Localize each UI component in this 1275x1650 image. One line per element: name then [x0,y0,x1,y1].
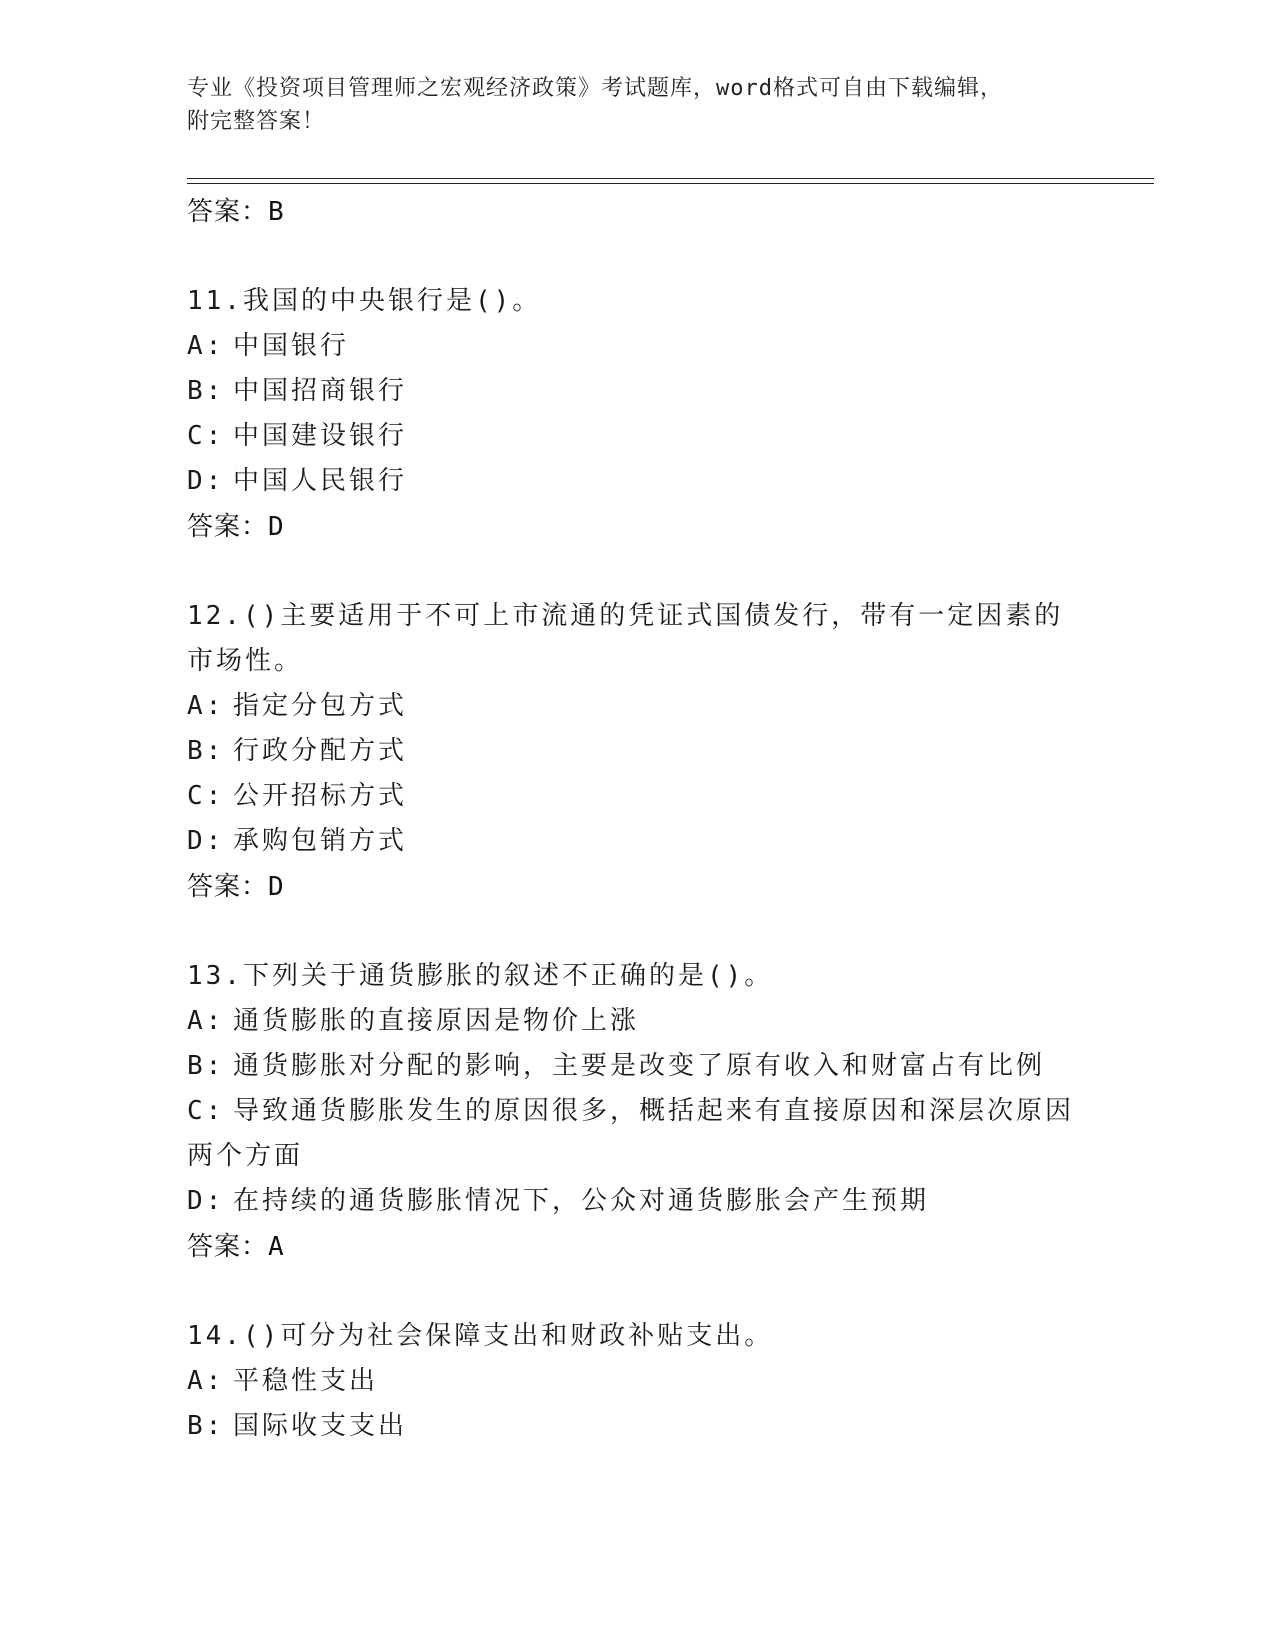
option-text: 中国银行 [233,331,350,361]
header-line-1: 专业《投资项目管理师之宏观经济政策》考试题库，word格式可自由下载编辑， [187,76,1003,101]
header-line-2: 附完整答案！ [187,109,326,134]
answer-label: 答案： [187,1232,269,1262]
option-text: 通货膨胀对分配的影响，主要是改变了原有收入和财富占有比例 [233,1051,1046,1081]
option-letter: A: [187,1366,225,1396]
option-c [187,1089,1087,1179]
option-letter: D: [187,1186,225,1216]
option-text: 通货膨胀的直接原因是物价上涨 [233,1006,640,1036]
header-divider-top [187,178,1154,179]
option-a [187,1359,1087,1404]
answer-value: B [268,197,285,227]
question-stem: 12.()主要适用于不可上市流通的凭证式国债发行，带有一定因素的市场性。 [187,601,1064,676]
answer-value: A [268,1232,285,1262]
answer-line [187,864,1087,910]
option-letter: B: [187,1411,225,1441]
option-letter: A: [187,691,225,721]
option-text: 在持续的通货膨胀情况下，公众对通货膨胀会产生预期 [233,1186,930,1216]
question-12 [187,594,1087,910]
option-text: 导致通货膨胀发生的原因很多，概括起来有直接原因和深层次原因两个方面 [187,1096,1075,1171]
answer-value: D [268,872,285,902]
option-letter: C: [187,421,225,451]
option-c [187,774,1087,819]
option-text: 公开招标方式 [233,781,408,811]
question-stem: 13.下列关于通货膨胀的叙述不正确的是()。 [187,961,774,991]
option-b [187,1404,1087,1449]
option-letter: A: [187,1006,225,1036]
option-d [187,1179,1087,1224]
option-letter: D: [187,466,225,496]
answer-label: 答案： [187,512,269,542]
answer-label: 答案： [187,197,269,227]
option-letter: B: [187,376,225,406]
option-b [187,1044,1087,1089]
answer-line [187,1224,1087,1270]
header-divider-bottom [187,183,1154,184]
option-letter: B: [187,736,225,766]
option-d [187,819,1087,864]
option-text: 承购包销方式 [233,826,408,856]
option-c [187,414,1087,459]
option-text: 国际收支支出 [233,1411,408,1441]
option-b [187,369,1087,414]
question-14 [187,1314,1087,1449]
option-a [187,324,1087,369]
question-stem: 11.我国的中央银行是()。 [187,286,542,316]
option-letter: B: [187,1051,225,1081]
option-letter: C: [187,1096,225,1126]
option-text: 中国招商银行 [233,376,408,406]
answer-line [187,189,1087,235]
option-a [187,684,1087,729]
answer-value: D [268,512,285,542]
option-letter: D: [187,826,225,856]
option-letter: A: [187,331,225,361]
option-a [187,999,1087,1044]
question-stem: 14.()可分为社会保障支出和财政补贴支出。 [187,1321,774,1351]
option-text: 平稳性支出 [233,1366,379,1396]
answer-label: 答案： [187,872,269,902]
question-13 [187,954,1087,1270]
answer-line [187,504,1087,550]
question-11 [187,279,1087,550]
option-text: 行政分配方式 [233,736,408,766]
option-text: 中国人民银行 [233,466,408,496]
option-text: 中国建设银行 [233,421,408,451]
document-body [187,189,1087,1449]
option-letter: C: [187,781,225,811]
option-d [187,459,1087,504]
option-b [187,729,1087,774]
option-text: 指定分包方式 [233,691,408,721]
document-header [187,72,1087,138]
